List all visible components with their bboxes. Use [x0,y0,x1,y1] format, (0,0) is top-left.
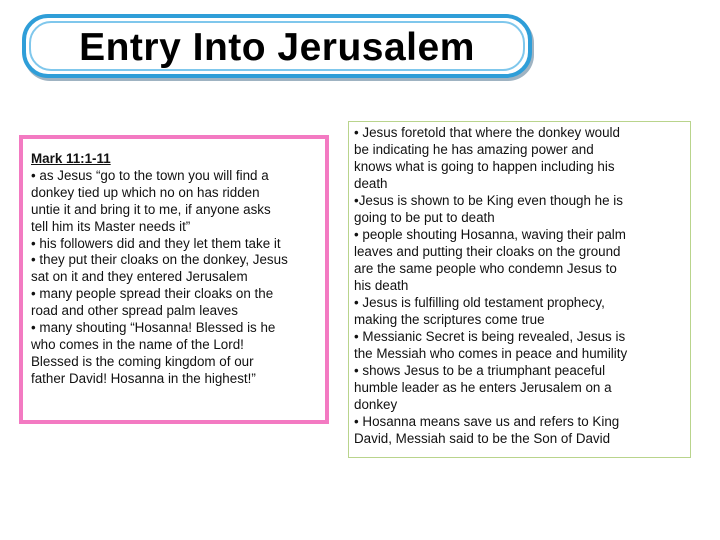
scripture-line: • as Jesus “go to the town you will find a [31,167,269,183]
meaning-line: • Hosanna means save us and refers to King [354,414,620,429]
scripture-line: who comes in the name of the Lord! [31,336,244,352]
meaning-notes-box [348,121,691,458]
scripture-reference: Mark 11:1-11 [31,151,111,166]
meaning-line: making the scriptures come true [354,312,545,327]
meaning-line: the Messiah who comes in peace and humility [354,346,628,361]
meaning-line: • people shouting Hosanna, waving their palm [354,227,626,242]
meaning-line: • Messianic Secret is being revealed, Jesus is [354,329,626,344]
scripture-line: • many shouting “Hosanna! Blessed is he [31,320,276,336]
meaning-line: •Jesus is shown to be King even though he is [354,193,623,208]
meaning-line: leaves and putting their cloaks on the ground [354,244,621,259]
title-banner [22,14,532,78]
scripture-line: father David! Hosanna in the highest!” [31,370,256,386]
meaning-line: knows what is going to happen including his [354,159,615,174]
scripture-line: • his followers did and they let them take it [31,235,281,251]
scripture-line: sat on it and they entered Jerusalem [31,269,248,285]
meaning-line: • Jesus is fulfilling old testament prophecy, [354,295,605,310]
meaning-line: his death [354,278,409,293]
scripture-line: • many people spread their cloaks on the [31,286,274,302]
meaning-line: humble leader as he enters Jerusalem on a [354,380,612,395]
scripture-summary-box [19,135,329,424]
scripture-line: Blessed is the coming kingdom of our [31,353,254,369]
meaning-line: be indicating he has amazing power and [354,142,594,157]
meaning-line: • shows Jesus to be a triumphant peaceful [354,363,606,378]
meaning-line: David, Messiah said to be the Son of David [354,431,611,446]
scripture-line: road and other spread palm leaves [31,303,238,319]
scripture-line: untie it and bring it to me, if anyone asks [31,201,271,217]
meaning-line: death [354,176,388,191]
scripture-line: tell him its Master needs it” [31,218,191,234]
meaning-line: going to be put to death [354,210,495,225]
meaning-line: • Jesus foretold that where the donkey would [354,125,620,140]
meaning-line: are the same people who condemn Jesus to [354,261,617,276]
scripture-line: • they put their cloaks on the donkey, Jesus [31,252,288,268]
scripture-line: donkey tied up which no on has ridden [31,184,260,200]
meaning-line: donkey [354,397,398,412]
slide-title: Entry Into Jerusalem [79,26,475,69]
